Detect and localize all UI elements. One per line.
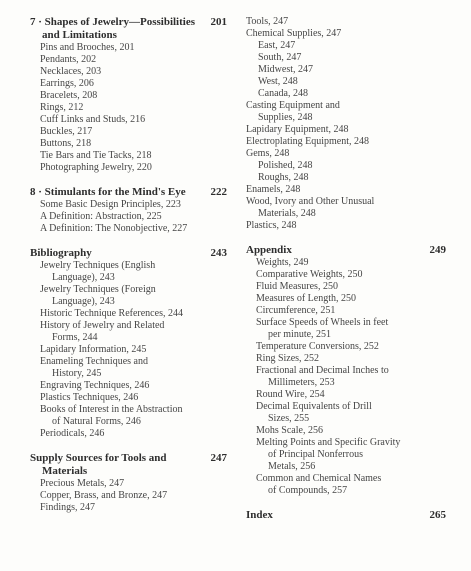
toc-entry-line: Bracelets, 208 [40, 90, 98, 101]
toc-entry-line: Fractional and Decimal Inches to [256, 365, 389, 376]
toc-entry-line: Buttons, 218 [40, 138, 92, 149]
toc-entry-line: Surface Speeds of Wheels in feet [256, 317, 389, 328]
toc-entry-line: Tools, 247 [246, 16, 289, 27]
section-page-number: 243 [210, 247, 227, 259]
toc-entry-line: Millimeters, 253 [268, 377, 335, 388]
toc-entry-line: Rings, 212 [40, 102, 84, 113]
toc-entry-line: Canada, 248 [258, 88, 308, 99]
toc-entry-line: Wood, Ivory and Other Unusual [246, 196, 375, 207]
toc-entry[interactable] [246, 473, 446, 497]
toc-entry-line: Supplies, 248 [258, 112, 313, 123]
toc-entry-line: South, 247 [258, 52, 302, 63]
toc-entry[interactable] [30, 356, 227, 380]
toc-entry-line: of Natural Forms, 246 [52, 416, 141, 427]
toc-entry[interactable] [246, 401, 446, 425]
toc-entry-line: Measures of Length, 250 [256, 293, 356, 304]
toc-entry-line: Language), 243 [52, 296, 115, 307]
toc-entry-line: Polished, 248 [258, 160, 313, 171]
toc-entry[interactable] [246, 389, 446, 401]
toc-entry-line: of Compounds, 257 [268, 485, 348, 496]
toc-entry[interactable] [246, 317, 446, 341]
toc-section [30, 186, 227, 235]
toc-entry[interactable] [246, 353, 446, 365]
section-heading-line: Supply Sources for Tools and [30, 452, 167, 464]
section-heading-title [30, 186, 211, 199]
toc-entry[interactable] [30, 66, 227, 78]
toc-entry-line: Jewelry Techniques (English [40, 260, 156, 271]
toc-entry[interactable] [30, 490, 227, 502]
toc-entry[interactable] [246, 76, 446, 88]
toc-section [246, 16, 446, 232]
toc-entry[interactable] [246, 281, 446, 293]
section-heading[interactable] [30, 16, 227, 42]
toc-section [246, 244, 446, 497]
toc-entry-line: Mohs Scale, 256 [256, 425, 323, 436]
section-page-number: 265 [429, 509, 446, 521]
section-heading-line: Materials [42, 465, 88, 477]
toc-entry[interactable] [246, 172, 446, 184]
toc-entry[interactable] [30, 199, 227, 211]
toc-entry-line: Materials, 248 [258, 208, 316, 219]
section-heading-title [30, 16, 211, 42]
toc-entry[interactable] [246, 437, 446, 473]
toc-entry[interactable] [30, 380, 227, 392]
toc-entry[interactable] [246, 184, 446, 196]
toc-entry[interactable] [246, 40, 446, 52]
section-page-number: 222 [210, 186, 227, 198]
toc-entry-line: Casting Equipment and [246, 100, 340, 111]
toc-entry-line: West, 248 [258, 76, 298, 87]
toc-entry-line: Ring Sizes, 252 [256, 353, 320, 364]
toc-entry-line: Temperature Conversions, 252 [256, 341, 379, 352]
toc-entry[interactable] [30, 404, 227, 428]
toc-entry-line: Copper, Brass, and Bronze, 247 [40, 490, 168, 501]
toc-entry-line: Tie Bars and Tie Tacks, 218 [40, 150, 152, 161]
toc-entry[interactable] [246, 341, 446, 353]
section-heading-title [30, 452, 211, 478]
toc-entry-line: Buckles, 217 [40, 126, 93, 137]
toc-entry[interactable] [30, 162, 227, 174]
toc-entry[interactable] [246, 52, 446, 64]
toc-entry-line: Findings, 247 [40, 502, 96, 513]
toc-entry-line: Books of Interest in the Abstraction [40, 404, 183, 415]
toc-entry[interactable] [30, 344, 227, 356]
toc-entry[interactable] [30, 42, 227, 54]
toc-entry[interactable] [30, 284, 227, 308]
toc-entry-line: Common and Chemical Names [256, 473, 382, 484]
section-heading-line: and Limitations [42, 29, 117, 41]
toc-entry-line: Cuff Links and Studs, 216 [40, 114, 146, 125]
toc-entry-line: per minute, 251 [268, 329, 332, 340]
toc-entry[interactable] [30, 54, 227, 66]
toc-entry-line: Circumference, 251 [256, 305, 336, 316]
toc-left-column [30, 16, 227, 526]
section-heading-line: Appendix [246, 244, 292, 256]
toc-entry[interactable] [30, 223, 227, 235]
toc-entry-line: History of Jewelry and Related [40, 320, 165, 331]
toc-entry[interactable] [246, 148, 446, 160]
toc-section [30, 452, 227, 514]
toc-entry[interactable] [30, 138, 227, 150]
toc-entry[interactable] [246, 28, 446, 40]
toc-entry-line: Roughs, 248 [258, 172, 309, 183]
toc-entry-line: Periodicals, 246 [40, 428, 105, 439]
toc-entry-line: Fluid Measures, 250 [256, 281, 338, 292]
toc-entry[interactable] [30, 102, 227, 114]
toc-entry-line: Metals, 256 [268, 461, 316, 472]
toc-section [246, 509, 446, 522]
toc-entry-line: Round Wire, 254 [256, 389, 325, 400]
toc-entry-line: Lapidary Equipment, 248 [246, 124, 349, 135]
toc-entry[interactable] [30, 260, 227, 284]
toc-entry-line: Melting Points and Specific Gravity [256, 437, 401, 448]
toc-entry[interactable] [30, 320, 227, 344]
section-heading-line: 7 · Shapes of Jewelry—Possibilities [30, 16, 195, 28]
toc-entry-line: Historic Technique References, 244 [40, 308, 183, 319]
toc-entry-line: Forms, 244 [52, 332, 98, 343]
toc-entry-line: of Principal Nonferrous [268, 449, 363, 460]
section-heading-line: 8 · Stimulants for the Mind's Eye [30, 186, 186, 198]
toc-entry[interactable] [246, 293, 446, 305]
toc-entry-line: Enameling Techniques and [40, 356, 148, 367]
section-page-number: 247 [210, 452, 227, 464]
toc-entry-line: Comparative Weights, 250 [256, 269, 363, 280]
toc-entry[interactable] [246, 220, 446, 232]
toc-section [30, 247, 227, 440]
toc-entry-line: Some Basic Design Principles, 223 [40, 199, 181, 210]
toc-entry[interactable] [30, 428, 227, 440]
section-heading[interactable] [246, 509, 446, 522]
section-heading[interactable] [30, 452, 227, 478]
toc-entry[interactable] [30, 90, 227, 102]
toc-entry[interactable] [30, 211, 227, 223]
toc-entry-line: Gems, 248 [246, 148, 290, 159]
toc-entry[interactable] [30, 502, 227, 514]
section-heading[interactable] [30, 247, 227, 260]
toc-entry-line: Enamels, 248 [246, 184, 301, 195]
toc-entry[interactable] [30, 150, 227, 162]
toc-entry-line: Earrings, 206 [40, 78, 94, 89]
toc-entry[interactable] [246, 257, 446, 269]
section-heading-title [246, 509, 430, 522]
toc-entry[interactable] [30, 114, 227, 126]
toc-entry-line: A Definition: Abstraction, 225 [40, 211, 162, 222]
toc-entry[interactable] [246, 425, 446, 437]
toc-entry-line: Necklaces, 203 [40, 66, 102, 77]
toc-entry-line: Weights, 249 [256, 257, 309, 268]
toc-entry-line: History, 245 [52, 368, 102, 379]
toc-entry-line: Plastics, 248 [246, 220, 297, 231]
section-heading-title [30, 247, 211, 260]
toc-entry-line: East, 247 [258, 40, 296, 51]
toc-entry[interactable] [30, 478, 227, 490]
toc-entry[interactable] [246, 136, 446, 148]
toc-entry-line: Sizes, 255 [268, 413, 310, 424]
toc-entry[interactable] [246, 196, 446, 220]
toc-entry-line: Lapidary Information, 245 [40, 344, 147, 355]
section-heading-title [246, 244, 430, 257]
toc-right-column [246, 16, 446, 534]
toc-entry[interactable] [246, 16, 446, 28]
toc-entry-line: Language), 243 [52, 272, 115, 283]
toc-entry[interactable] [246, 64, 446, 76]
toc-section [30, 16, 227, 174]
toc-entry[interactable] [30, 308, 227, 320]
toc-entry[interactable] [246, 305, 446, 317]
toc-entry[interactable] [246, 365, 446, 389]
toc-entry-line: Midwest, 247 [258, 64, 313, 75]
toc-entry-line: Photographing Jewelry, 220 [40, 162, 152, 173]
section-heading[interactable] [30, 186, 227, 199]
toc-entry-line: Jewelry Techniques (Foreign [40, 284, 156, 295]
section-heading-line: Index [246, 509, 273, 521]
toc-entry[interactable] [30, 392, 227, 404]
toc-entry[interactable] [246, 100, 446, 124]
toc-entry[interactable] [246, 124, 446, 136]
toc-entry-line: Decimal Equivalents of Drill [256, 401, 372, 412]
toc-entry-line: Engraving Techniques, 246 [40, 380, 150, 391]
toc-entry[interactable] [246, 160, 446, 172]
toc-entry[interactable] [246, 269, 446, 281]
toc-entry-line: Pins and Brooches, 201 [40, 42, 135, 53]
toc-entry[interactable] [246, 88, 446, 100]
toc-entry-line: Electroplating Equipment, 248 [246, 136, 370, 147]
section-heading-line: Bibliography [30, 247, 92, 259]
section-page-number: 201 [210, 16, 227, 28]
toc-entry-line: Pendants, 202 [40, 54, 97, 65]
section-heading[interactable] [246, 244, 446, 257]
toc-entry-line: Precious Metals, 247 [40, 478, 125, 489]
toc-entry-line: A Definition: The Nonobjective, 227 [40, 223, 188, 234]
toc-entry[interactable] [30, 78, 227, 90]
toc-entry-line: Plastics Techniques, 246 [40, 392, 139, 403]
toc-entry[interactable] [30, 126, 227, 138]
section-page-number: 249 [429, 244, 446, 256]
toc-entry-line: Chemical Supplies, 247 [246, 28, 342, 39]
